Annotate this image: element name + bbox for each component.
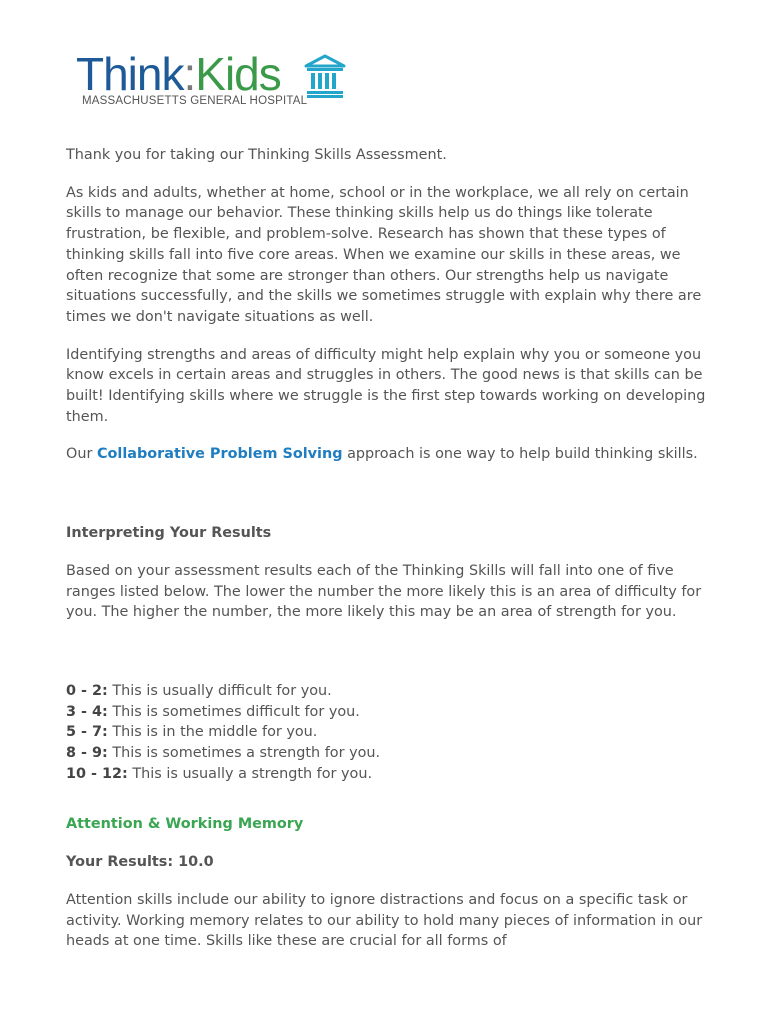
logo-wordmark <box>76 48 281 100</box>
intro-paragraph: As kids and adults, whether at home, school or in the workplace, we all rely on certain skills to manage our behavior. These thinking skills help us do things like tolerate frustration, be flexible, and problem-solve. Research has shown that these types of thinking skills fall into five core areas. When we examine our skills in these areas, we often recognize that some are stronger than others. Our strengths help us navigate situations successfully, and the skills we sometimes struggle with explain why there are times we don't navigate situations as well. <box>66 184 702 325</box>
building-columns-icon <box>304 54 346 98</box>
range-text: This is sometimes difficult for you. <box>107 703 360 720</box>
range-item <box>66 702 706 723</box>
thinkkids-logo <box>76 48 376 118</box>
range-text: This is usually difficult for you. <box>107 682 332 699</box>
range-label: 0 - 2: <box>66 682 108 699</box>
ranges-list <box>66 681 706 785</box>
cps-link[interactable]: Collaborative Problem Solving <box>96 446 343 463</box>
cps-prefix: Our <box>66 446 97 463</box>
logo-kids-text: Kids <box>195 48 281 100</box>
thanks-text: Thank you for taking our Thinking Skills Assessment. <box>66 147 447 163</box>
range-text: This is in the middle for you. <box>107 724 318 741</box>
attention-result: Your Results: 10.0 <box>66 854 214 871</box>
range-item <box>66 764 706 785</box>
logo-colon: : <box>183 48 196 100</box>
attention-heading: Attention & Working Memory <box>66 816 304 833</box>
document-body <box>66 145 706 952</box>
cps-suffix: approach is one way to help build thinking skills. <box>342 446 698 463</box>
logo-subtitle: MASSACHUSETTS GENERAL HOSPITAL <box>82 95 308 107</box>
range-label: 3 - 4: <box>66 703 108 720</box>
range-label: 5 - 7: <box>66 724 108 741</box>
range-item <box>66 681 706 702</box>
strengths-paragraph: Identifying strengths and areas of difficulty might help explain why you or someone you know excels in certain areas and struggles in others. The good news is that skills can be built! Identifying skills where we struggle is the first step towards working on developing them. <box>66 346 706 425</box>
interpreting-paragraph: Based on your assessment results each of the Thinking Skills will fall into one of five ranges listed below. The lower the number the more likely this is an area of difficulty for you. The higher the number, the more likely this may be an area of strength for you. <box>66 562 702 621</box>
range-item <box>66 743 706 764</box>
range-label: 8 - 9: <box>66 745 108 762</box>
logo-think-text: Think <box>76 48 184 100</box>
range-text: This is sometimes a strength for you. <box>107 745 381 762</box>
interpreting-heading: Interpreting Your Results <box>66 525 272 542</box>
range-item <box>66 722 706 743</box>
cps-paragraph <box>66 444 706 465</box>
attention-paragraph: Attention skills include our ability to ignore distractions and focus on a specific task or activity. Working memory relates to our ability to hold many pieces of information in our heads at one time. Skills like these are crucial for all forms of <box>66 891 703 950</box>
range-text: This is usually a strength for you. <box>127 765 373 782</box>
range-label: 10 - 12: <box>66 765 128 782</box>
